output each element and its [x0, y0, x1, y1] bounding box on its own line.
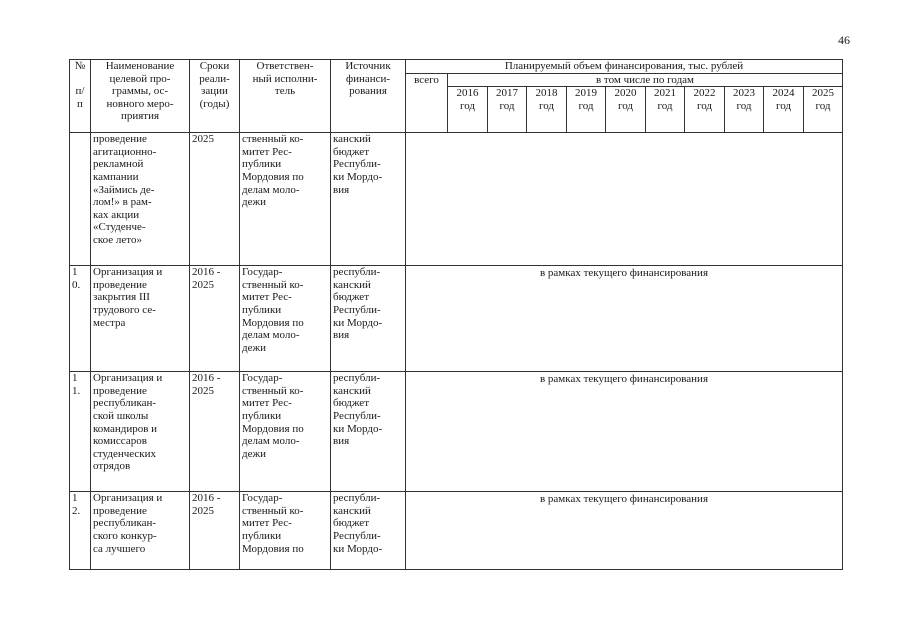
header-year: 2022 год	[685, 87, 725, 133]
financing-table	[69, 59, 843, 570]
header-year: 2025 год	[804, 87, 843, 133]
header-source: Источник финанси- рования	[331, 60, 406, 133]
row-responsible: Государ- ственный ко- митет Рес- публики Мордовия по делам моло- дежи	[240, 266, 331, 372]
table-row	[70, 266, 843, 372]
row-source: республи- канский бюджет Республи- ки Мордо- вия	[331, 266, 406, 372]
table-row	[70, 133, 843, 266]
row-source: республи- канский бюджет Республи- ки Мордо- вия	[331, 372, 406, 492]
row-funding	[406, 133, 843, 266]
row-term: 2016 - 2025	[190, 492, 240, 570]
header-row-1	[70, 60, 843, 74]
row-num: 1 2.	[70, 492, 91, 570]
header-planned-funding: Планируемый объем финансирования, тыс. рублей	[406, 60, 843, 74]
table-row	[70, 492, 843, 570]
row-num: 1 0.	[70, 266, 91, 372]
header-year: 2019 год	[567, 87, 606, 133]
row-term: 2025	[190, 133, 240, 266]
row-num: 1 1.	[70, 372, 91, 492]
row-name: проведение агитационно- рекламной кампании «Займись де- лом!» в рам- ках акции «Студенче- ское лето»	[91, 133, 190, 266]
header-year: 2020 год	[606, 87, 646, 133]
header-year: 2023 год	[725, 87, 764, 133]
row-term: 2016 - 2025	[190, 266, 240, 372]
table-row	[70, 372, 843, 492]
row-name: Организация и проведение закрытия III трудового се- местра	[91, 266, 190, 372]
row-responsible: Государ- ственный ко- митет Рес- публики Мордовия по делам моло- дежи	[240, 372, 331, 492]
row-term: 2016 - 2025	[190, 372, 240, 492]
row-source: канский бюджет Республи- ки Мордо- вия	[331, 133, 406, 266]
row-num	[70, 133, 91, 266]
header-year: 2024 год	[764, 87, 804, 133]
header-year: 2017 год	[488, 87, 527, 133]
header-by-years: в том числе по годам	[448, 73, 843, 87]
header-year: 2021 год	[646, 87, 685, 133]
row-funding: в рамках текущего финансирования	[406, 372, 843, 492]
header-num: № п/ п	[70, 60, 91, 133]
header-total: всего	[406, 73, 448, 133]
row-responsible: Государ- ственный ко- митет Рес- публики Мордовия по	[240, 492, 331, 570]
row-source: республи- канский бюджет Республи- ки Мордо-	[331, 492, 406, 570]
row-name: Организация и проведение республикан- ского конкур- са лучшего	[91, 492, 190, 570]
row-name: Организация и проведение республикан- ской школы командиров и комиссаров студенческих отрядов	[91, 372, 190, 492]
header-responsible: Ответствен- ный исполни- тель	[240, 60, 331, 133]
page-number: 46	[838, 33, 850, 47]
header-term: Сроки реали- зации (годы)	[190, 60, 240, 133]
header-year: 2016 год	[448, 87, 488, 133]
header-name: Наименование целевой про- граммы, ос- новного меро- приятия	[91, 60, 190, 133]
row-funding: в рамках текущего финансирования	[406, 492, 843, 570]
row-funding: в рамках текущего финансирования	[406, 266, 843, 372]
row-responsible: ственный ко- митет Рес- публики Мордовия по делам моло- дежи	[240, 133, 331, 266]
header-year: 2018 год	[527, 87, 567, 133]
